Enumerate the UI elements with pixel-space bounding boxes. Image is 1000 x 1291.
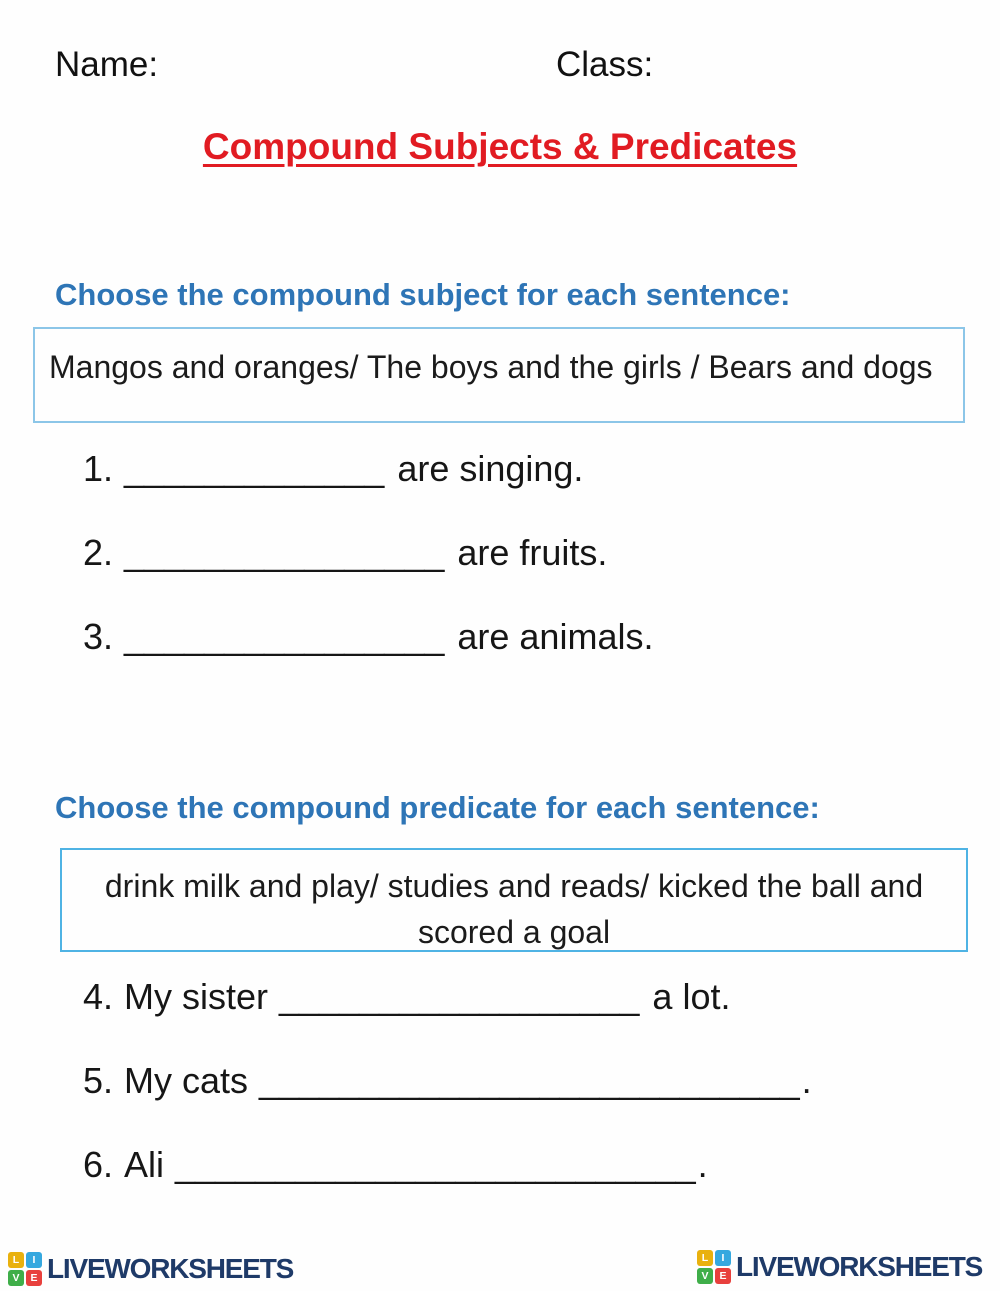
liveworksheets-wordmark: LIVEWORKSHEETS [47,1253,294,1284]
item-number: 4. [83,976,114,1017]
logo-tile-l: L [697,1250,713,1266]
logo-tile-i: I [26,1252,42,1268]
item-number: 6. [83,1144,114,1185]
worksheet-item-1 [83,448,583,489]
answer-blank-5[interactable]: ___________________________ [259,1060,800,1101]
subject-section-heading: Choose the compound subject for each sentence: [55,277,791,312]
item-text: My cats [124,1060,249,1101]
predicate-options-box [60,848,968,952]
item-number: 1. [83,448,114,489]
worksheet-item-2 [83,532,607,573]
subject-options-box [33,327,965,423]
worksheet-item-5 [83,1060,812,1101]
predicate-section-heading: Choose the compound predicate for each sentence: [55,790,820,825]
answer-blank-3[interactable]: ________________ [124,616,445,657]
item-text: are animals. [457,616,654,657]
liveworksheets-icon [8,1252,42,1286]
item-number: 3. [83,616,114,657]
subject-options-text: Mangos and oranges/ The boys and the girls / Bears and dogs [49,349,933,385]
answer-blank-6[interactable]: __________________________ [175,1144,696,1185]
item-text: Ali [124,1144,165,1185]
item-text: are fruits. [457,532,608,573]
liveworksheets-icon [697,1250,731,1284]
liveworksheets-logo-left[interactable] [8,1252,293,1286]
item-text: . [801,1060,812,1101]
class-label: Class: [556,45,654,84]
worksheet-item-3 [83,616,653,657]
name-label: Name: [55,45,159,84]
item-text: My sister [124,976,269,1017]
logo-tile-l: L [8,1252,24,1268]
logo-tile-e: E [715,1268,731,1284]
logo-tile-v: V [8,1270,24,1286]
item-text: are singing. [397,448,584,489]
logo-tile-i: I [715,1250,731,1266]
worksheet-title: Compound Subjects & Predicates [202,126,798,167]
item-text: a lot. [652,976,731,1017]
predicate-options-line2: scored a goal [417,914,611,950]
logo-tile-v: V [697,1268,713,1284]
predicate-options-line1: drink milk and play/ studies and reads/ kicked the ball and [104,868,924,904]
worksheet-item-6 [83,1144,708,1185]
logo-tile-e: E [26,1270,42,1286]
item-number: 5. [83,1060,114,1101]
answer-blank-4[interactable]: __________________ [279,976,640,1017]
worksheet-item-4 [83,976,730,1017]
answer-blank-1[interactable]: _____________ [124,448,385,489]
answer-blank-2[interactable]: ________________ [124,532,445,573]
item-text: . [697,1144,708,1185]
liveworksheets-wordmark: LIVEWORKSHEETS [736,1251,983,1282]
item-number: 2. [83,532,114,573]
liveworksheets-logo-right[interactable] [697,1250,982,1284]
